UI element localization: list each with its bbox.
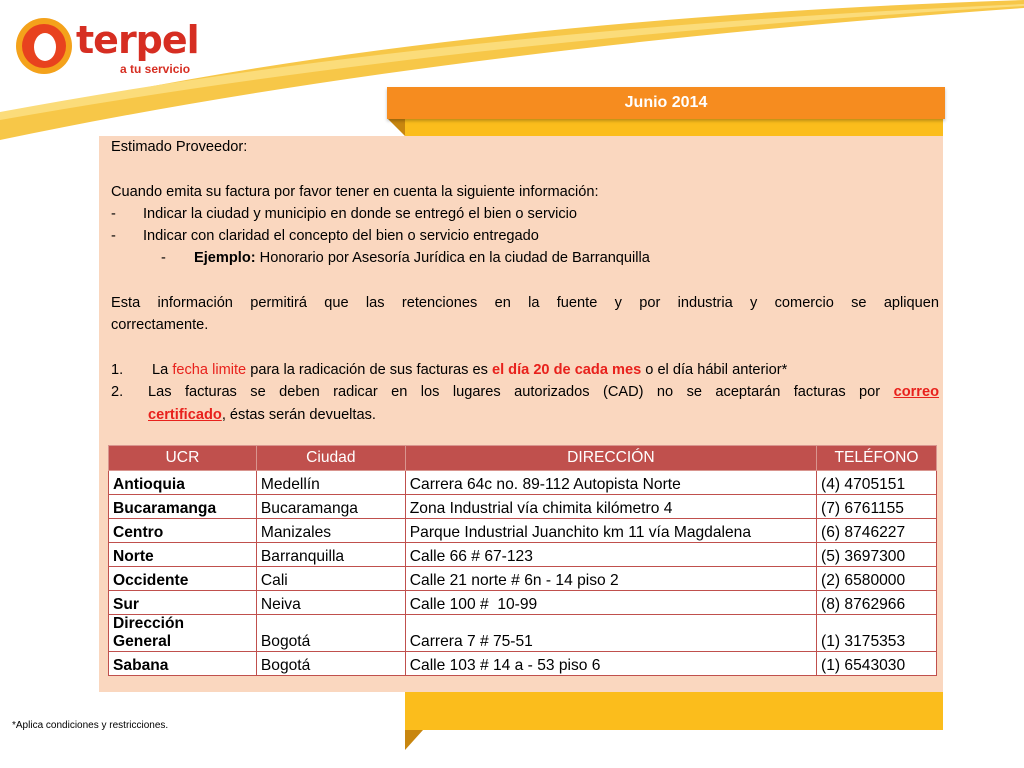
table-row	[109, 615, 937, 652]
ciudad-cell: Neiva	[256, 591, 405, 615]
correo-highlight: correo	[893, 384, 939, 401]
numbered-item-1: 1. La fecha limite para la radicación de sus facturas es el día 20 de cada mes o el día hábil anterior*	[111, 361, 788, 378]
telefono-cell: (8) 8762966	[817, 591, 937, 615]
numbered-item-2: 2. Las facturas se deben radicar en los lugares autorizados (CAD) no se aceptarán facturas por correo certificado, éstas serán devueltas.	[111, 384, 939, 423]
bullet-item: - Indicar la ciudad y municipio en donde se entregó el bien o servicio	[111, 205, 578, 222]
telefono-cell: (1) 6543030	[817, 652, 937, 676]
deadline-day: el día 20 de cada mes	[491, 361, 642, 378]
table-row	[109, 495, 937, 519]
info-paragraph-line1: Esta información permitirá que las retenciones en la fuente y por industria y comercio se apliquen	[111, 295, 939, 312]
ciudad-cell: Bucaramanga	[256, 495, 405, 519]
column-header-ciudad: Ciudad	[256, 446, 405, 471]
orange-fold-top	[387, 118, 405, 136]
table-row	[109, 519, 937, 543]
ucr-cell: Bucaramanga	[109, 495, 257, 519]
letter-body	[111, 136, 939, 426]
table-row	[109, 471, 937, 495]
table-row	[109, 652, 937, 676]
info-paragraph-line2: correctamente.	[111, 317, 209, 334]
telefono-cell: (5) 3697300	[817, 543, 937, 567]
ucr-cell: Occidente	[109, 567, 257, 591]
column-header-telefono: TELÉFONO	[817, 446, 937, 471]
intro-text: Cuando emita su factura por favor tener en cuenta la siguiente información:	[111, 183, 599, 200]
certificado-highlight: certificado	[148, 406, 222, 423]
brand-tagline: a tu servicio	[120, 62, 191, 76]
direccion-cell: Zona Industrial vía chimita kilómetro 4	[405, 495, 816, 519]
ucr-cell: Antioquia	[109, 471, 257, 495]
column-header-direccion: DIRECCIÓN	[405, 446, 816, 471]
example-text: Honorario por Asesoría Jurídica en la ciudad de Barranquilla	[255, 250, 650, 267]
table-row	[109, 543, 937, 567]
telefono-cell: (4) 4705151	[817, 471, 937, 495]
ciudad-cell: Barranquilla	[256, 543, 405, 567]
direccion-cell: Carrera 64c no. 89-112 Autopista Norte	[405, 471, 816, 495]
footnote: *Aplica condiciones y restricciones.	[12, 720, 169, 731]
telefono-cell: (1) 3175353	[817, 615, 937, 652]
telefono-cell: (2) 6580000	[817, 567, 937, 591]
column-header-ucr: UCR	[109, 446, 257, 471]
date-banner	[387, 87, 945, 119]
terpel-logo-icon	[12, 12, 76, 76]
ciudad-cell: Medellín	[256, 471, 405, 495]
deadline-highlight: fecha limite	[172, 361, 247, 378]
brand-name: terpel	[76, 18, 199, 62]
example-item: - Ejemplo: Honorario por Asesoría Jurídica en la ciudad de Barranquilla	[161, 250, 650, 267]
telefono-cell: (6) 8746227	[817, 519, 937, 543]
ucr-cell: Centro	[109, 519, 257, 543]
ucr-directory-table	[108, 445, 937, 676]
ciudad-cell: Cali	[256, 567, 405, 591]
direccion-cell: Carrera 7 # 75-51	[405, 615, 816, 652]
direccion-cell: Calle 100 # 10-99	[405, 591, 816, 615]
ucr-cell: Dirección General	[109, 615, 257, 652]
date-label: Junio 2014	[624, 94, 708, 111]
telefono-cell: (7) 6761155	[817, 495, 937, 519]
greeting: Estimado Proveedor:	[111, 139, 248, 155]
direccion-cell: Calle 66 # 67-123	[405, 543, 816, 567]
bullet-item: - Indicar con claridad el concepto del bien o servicio entregado	[111, 228, 539, 245]
direccion-cell: Parque Industrial Juanchito km 11 vía Magdalena	[405, 519, 816, 543]
ciudad-cell: Bogotá	[256, 615, 405, 652]
ciudad-cell: Manizales	[256, 519, 405, 543]
direccion-cell: Calle 21 norte # 6n - 14 piso 2	[405, 567, 816, 591]
ucr-cell: Norte	[109, 543, 257, 567]
direccion-cell: Calle 103 # 14 a - 53 piso 6	[405, 652, 816, 676]
ucr-cell: Sur	[109, 591, 257, 615]
orange-fold-bottom	[405, 730, 423, 750]
table-row	[109, 567, 937, 591]
table-header-row	[109, 446, 937, 471]
ucr-cell: Sabana	[109, 652, 257, 676]
table-row	[109, 591, 937, 615]
example-label: Ejemplo:	[194, 250, 256, 267]
ciudad-cell: Bogotá	[256, 652, 405, 676]
